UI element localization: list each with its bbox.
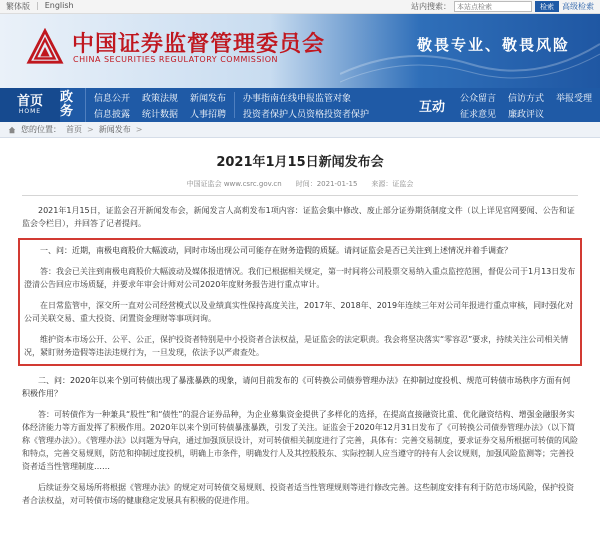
nav-item-statistics[interactable]: 统计数据 — [142, 109, 179, 120]
nav-interact-links — [452, 88, 600, 122]
lang-separator: | — [36, 1, 39, 10]
answer-2-paragraph-1: 答：可转债作为一种兼具“股性”和“债性”的混合证券品种，为企业募集资金提供了多样化的选择，在提高直接融资比重、优化融资结构、增强金融服务实体经济能力等方面发挥了积极作用。2020年以来个别可转债暴涨暴跌，引发了关注。证监会于2020年12月31日发布了《可转换公司债券管理办法》（以下简称《管理办法》）。《管理办法》以问题为导向，通过加强顶层设计，对可转债相关制度进行了完善，具体有：完善交易制度，要求证券交易所根据可转债的风险和特点，完善交易规则，防范和抑制过度投机，明确上市条件，明确发行人及其控股股东、实际控制人应当遵守的持有人会议规则，加强风险监测等；完善投资者适当性管理制度…… — [22, 410, 578, 471]
search-button[interactable]: 检索 — [535, 1, 559, 12]
search-input[interactable] — [454, 1, 532, 12]
nav-item-recruitment[interactable]: 人事招聘 — [190, 109, 227, 120]
site-title-en: CHINA SECURITIES REGULATORY COMMISSION — [73, 55, 279, 64]
nav-item-policies[interactable]: 政策法规 — [142, 93, 179, 104]
answer-1-paragraph-2: 在日常监管中，深交所一直对公司经营模式以及业绩真实性保持高度关注，2017年、2018年、2019年连续三年对公司年报进行重点审核，同时强化对公司关联交易、重大投资、闭置资金理财等事项问询。 — [24, 301, 574, 323]
article-source: 中国证监会 www.csrc.gov.cn — [186, 180, 282, 188]
article-from: 来源：证监会 — [371, 180, 414, 188]
language-links — [6, 1, 74, 12]
answer-1-paragraph-1: 答：我会已关注到南极电商股价大幅波动及媒体报道情况。我们已根据相关规定，第一时间将公司股票交易纳入重点监控范围，督促公司于1月13日发布澄清公告回应市场质疑，并要求年审会计师对公司2020年度财务报告进行重点审计。 — [24, 267, 576, 289]
csrc-logo-icon[interactable] — [26, 28, 64, 66]
nav-item-integrity[interactable]: 廉政评议 — [507, 109, 544, 120]
nav-item-service-guide[interactable]: 办事指南在线申报监管对象 — [243, 93, 352, 104]
main-navigation — [0, 88, 600, 122]
traditional-chinese-link[interactable]: 繁体版 — [6, 2, 30, 11]
article-meta — [22, 179, 578, 189]
article-divider — [22, 195, 578, 196]
site-slogan: 敬畏专业、敬畏风险 — [416, 36, 570, 54]
article — [0, 151, 600, 507]
answer-1-paragraph-3: 维护资本市场公开、公平、公正，保护投资者特别是中小投资者合法权益，是证监会的法定职责。我会将坚决落实“零容忍”要求，持续关注公司相关情况，紧盯财务造假等违法违规行为，一旦发现，依法予以严肃查处。 — [24, 335, 569, 357]
nav-service-links — [235, 88, 377, 122]
nav-gov-links — [86, 88, 234, 122]
nav-item-public-message[interactable]: 公众留言 — [459, 93, 496, 104]
nav-item-report[interactable]: 举报受理 — [555, 93, 592, 104]
nav-item-info-disclosure[interactable]: 信息公开 — [94, 93, 131, 104]
nav-home-en: HOME — [18, 107, 42, 115]
site-title-cn: 中国证券监督管理委员会 — [72, 31, 326, 57]
nav-item-petition[interactable]: 信访方式 — [507, 93, 544, 104]
search-label: 站内搜索： — [411, 2, 451, 11]
site-banner — [0, 14, 600, 88]
highlight-box — [18, 238, 582, 366]
nav-item-info-release[interactable]: 信息披露 — [94, 109, 131, 120]
breadcrumb-item-news[interactable]: 新闻发布 — [98, 125, 131, 134]
question-1: 一、问：近期，南极电商股价大幅波动，同时市场出现公司可能存在财务造假的质疑。请问证监会是否已关注到上述情况并着手调查？ — [40, 246, 512, 255]
nav-item-news-release[interactable]: 新闻发布 — [190, 93, 227, 104]
site-search — [411, 1, 594, 12]
nav-interact-title: 互动 — [418, 99, 445, 115]
article-title: 2021年1月15日新闻发布会 — [216, 155, 384, 170]
article-time: 时间：2021-01-15 — [295, 180, 358, 188]
breadcrumb-separator: > — [87, 125, 94, 134]
nav-gov-title: 政务 — [60, 88, 86, 122]
advanced-search-link[interactable]: 高级检索 — [562, 2, 594, 11]
breadcrumb-separator: > — [135, 125, 143, 134]
question-2: 二、问：2020年以来个别可转债出现了暴涨暴跌的现象，请问目前发布的《可转换公司债券管理办法》在抑制过度投机、规范可转债市场秩序方面有何积极作用？ — [22, 376, 571, 398]
nav-item-investor-protection[interactable]: 投资者保护人员资格投资者保护 — [243, 109, 370, 120]
top-utility-bar — [0, 0, 600, 14]
breadcrumb — [0, 122, 600, 138]
breadcrumb-item-home[interactable]: 首页 — [66, 125, 82, 134]
english-link[interactable]: English — [44, 1, 74, 10]
nav-item-opinion[interactable]: 征求意见 — [459, 109, 496, 120]
breadcrumb-prefix: 您的位置： — [21, 125, 61, 134]
home-icon — [8, 126, 16, 134]
article-intro: 2021年1月15日，证监会召开新闻发布会，新闻发言人高莉发布1项内容：证监会集中修改、废止部分证券期货制度文件（以上详见官网要闻、公告和证监会令栏目），并回答了记者提问。 — [22, 206, 575, 228]
nav-home-cn: 首页 — [16, 93, 43, 109]
nav-home[interactable] — [0, 88, 60, 122]
answer-2-paragraph-2: 后续证券交易场所将根据《管理办法》的规定对可转债交易规则、投资者适当性管理规则等进行修改完善。这些制度安排有利于防范市场风险，保护投资者合法权益，对可转债市场的健康稳定发展具有积极的促进作用。 — [22, 483, 574, 505]
